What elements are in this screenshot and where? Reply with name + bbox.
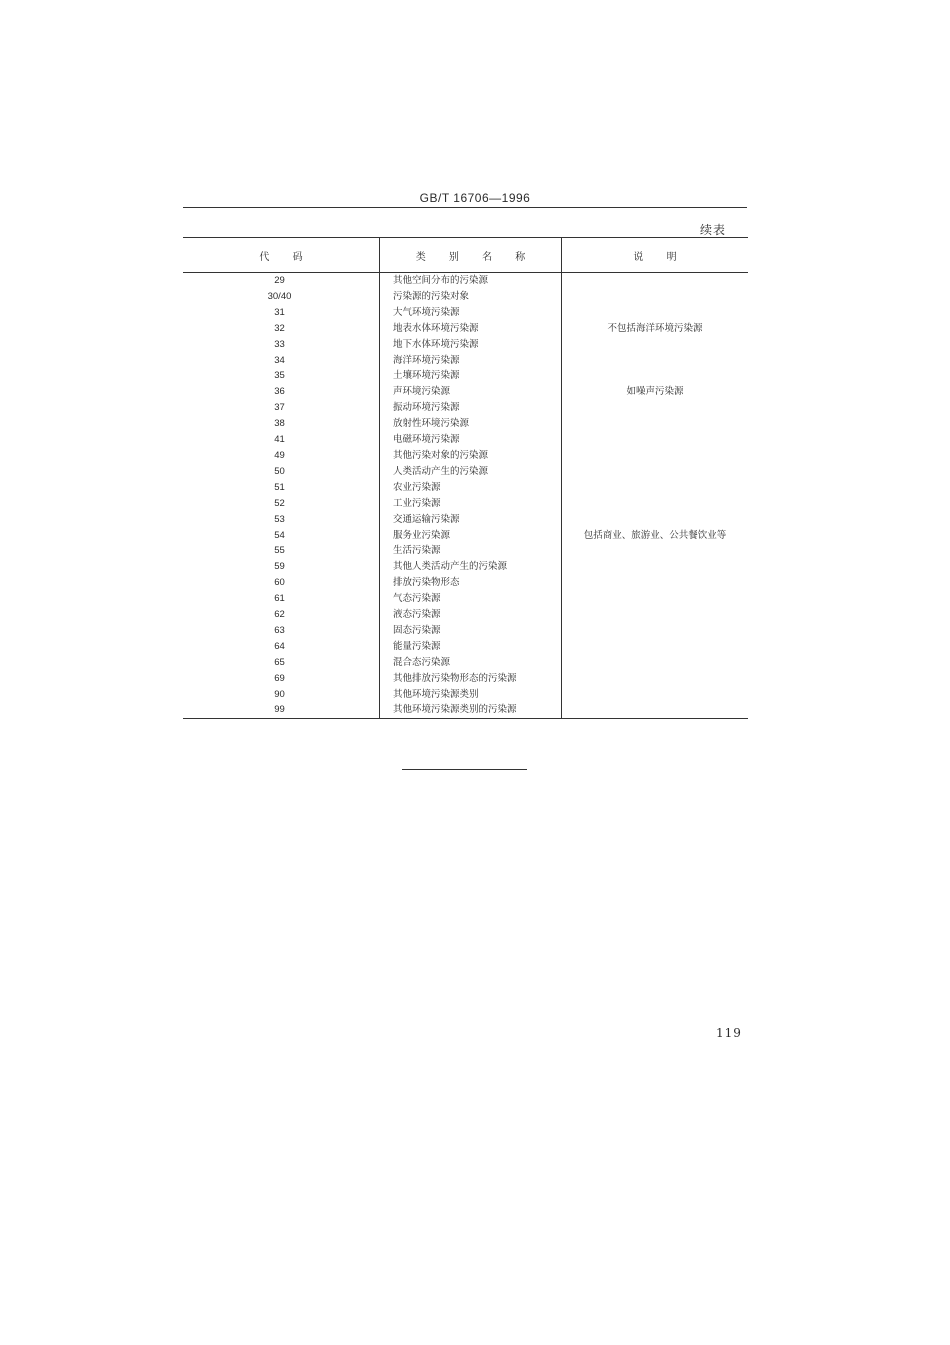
- row-category-name: 放射性环境污染源: [380, 416, 562, 432]
- table-row: [183, 607, 748, 623]
- row-note: [562, 305, 749, 321]
- row-category-name: 人类活动产生的污染源: [380, 464, 562, 480]
- table-row: [183, 655, 748, 671]
- row-code: 30/40: [183, 289, 380, 305]
- row-code: 34: [183, 353, 380, 369]
- row-code: 53: [183, 512, 380, 528]
- table-row: [183, 384, 748, 400]
- table-row: [183, 512, 748, 528]
- row-category-name: 声环境污染源: [380, 384, 562, 400]
- table-row: [183, 321, 748, 337]
- row-code: 38: [183, 416, 380, 432]
- row-note: [562, 273, 749, 289]
- row-note: 不包括海洋环境污染源: [607, 322, 703, 334]
- table-row: [183, 623, 748, 639]
- row-category-name: 其他环境污染源类别的污染源: [380, 702, 562, 718]
- table-row: [183, 591, 748, 607]
- row-category-name: 服务业污染源: [380, 528, 562, 544]
- row-note: [562, 400, 749, 416]
- row-category-name: 电磁环境污染源: [380, 432, 562, 448]
- row-code: 36: [183, 384, 380, 400]
- row-note: [562, 559, 749, 575]
- row-category-name: 交通运输污染源: [380, 512, 562, 528]
- standard-number-header: GB/T 16706—1996: [419, 191, 531, 205]
- row-note: [562, 607, 749, 623]
- row-code: 52: [183, 496, 380, 512]
- row-category-name: 污染源的污染对象: [380, 289, 562, 305]
- row-category-name: 其他污染对象的污染源: [380, 448, 562, 464]
- table-row: [183, 432, 748, 448]
- row-note: [562, 512, 749, 528]
- table-row: [183, 289, 748, 305]
- row-category-name: 其他空间分布的污染源: [380, 273, 562, 289]
- row-code: 33: [183, 337, 380, 353]
- table-row: [183, 671, 748, 687]
- row-category-name: 其他环境污染源类别: [380, 687, 562, 703]
- header-rule: [183, 207, 747, 208]
- table-row: [183, 273, 748, 289]
- row-code: 99: [183, 702, 380, 718]
- row-category-name: 生活污染源: [380, 543, 562, 559]
- row-code: 51: [183, 480, 380, 496]
- row-category-name: 液态污染源: [380, 607, 562, 623]
- row-code: 61: [183, 591, 380, 607]
- table-row: [183, 528, 748, 544]
- column-header-code: 代 码: [183, 238, 380, 273]
- row-note: [562, 543, 749, 559]
- table-row: [183, 353, 748, 369]
- row-category-name: 土壤环境污染源: [380, 368, 562, 384]
- row-code: 59: [183, 559, 380, 575]
- row-note: 包括商业、旅游业、公共餐饮业等: [583, 529, 727, 541]
- row-note: [562, 432, 749, 448]
- row-code: 63: [183, 623, 380, 639]
- row-code: 31: [183, 305, 380, 321]
- table-row: [183, 687, 748, 703]
- row-note: [562, 289, 749, 305]
- row-category-name: 排放污染物形态: [380, 575, 562, 591]
- row-category-name: 其他排放污染物形态的污染源: [380, 671, 562, 687]
- table-row: [183, 702, 748, 718]
- row-category-name: 气态污染源: [380, 591, 562, 607]
- row-note: [562, 496, 749, 512]
- row-category-name: 固态污染源: [380, 623, 562, 639]
- row-category-name: 能量污染源: [380, 639, 562, 655]
- table-row: [183, 416, 748, 432]
- row-note: [562, 353, 749, 369]
- row-code: 69: [183, 671, 380, 687]
- row-note: [562, 448, 749, 464]
- row-note: [562, 639, 749, 655]
- row-code: 64: [183, 639, 380, 655]
- table-row: [183, 559, 748, 575]
- row-code: 35: [183, 368, 380, 384]
- row-note: [562, 671, 749, 687]
- row-code: 49: [183, 448, 380, 464]
- table-row: [183, 464, 748, 480]
- page-number: 119: [716, 1026, 742, 1040]
- row-note: [562, 575, 749, 591]
- row-note: [562, 337, 749, 353]
- row-note: 如噪声污染源: [626, 386, 684, 398]
- table-body: [183, 273, 748, 719]
- row-code: 41: [183, 432, 380, 448]
- row-note: [562, 416, 749, 432]
- row-category-name: 工业污染源: [380, 496, 562, 512]
- row-note: [562, 655, 749, 671]
- row-code: 55: [183, 543, 380, 559]
- row-category-name: 大气环境污染源: [380, 305, 562, 321]
- row-code: 32: [183, 321, 380, 337]
- row-category-name: 振动环境污染源: [380, 400, 562, 416]
- row-category-name: 农业污染源: [380, 480, 562, 496]
- table-row: [183, 448, 748, 464]
- column-header-note: 说 明: [562, 238, 749, 273]
- continued-label: 续表: [700, 223, 727, 237]
- table-row: [183, 480, 748, 496]
- row-note: [562, 464, 749, 480]
- row-code: 50: [183, 464, 380, 480]
- table-row: [183, 368, 748, 384]
- row-code: 65: [183, 655, 380, 671]
- row-code: 60: [183, 575, 380, 591]
- row-code: 62: [183, 607, 380, 623]
- table-row: [183, 496, 748, 512]
- table-row: [183, 575, 748, 591]
- end-of-table-rule: [402, 769, 527, 770]
- table-header-row: [183, 238, 748, 273]
- column-header-category-name: 类 别 名 称: [380, 238, 562, 273]
- table-row: [183, 305, 748, 321]
- table-row: [183, 639, 748, 655]
- row-code: 90: [183, 687, 380, 703]
- row-note: [562, 687, 749, 703]
- row-note: [562, 702, 749, 718]
- row-category-name: 其他人类活动产生的污染源: [380, 559, 562, 575]
- row-code: 29: [183, 273, 380, 289]
- row-code: 37: [183, 400, 380, 416]
- row-category-name: 海洋环境污染源: [380, 353, 562, 369]
- table-row: [183, 337, 748, 353]
- table-row: [183, 543, 748, 559]
- row-code: 54: [183, 528, 380, 544]
- row-category-name: 混合态污染源: [380, 655, 562, 671]
- pollution-source-table: [183, 237, 746, 719]
- row-note: [562, 591, 749, 607]
- row-category-name: 地表水体环境污染源: [380, 321, 562, 337]
- table-row: [183, 400, 748, 416]
- row-category-name: 地下水体环境污染源: [380, 337, 562, 353]
- row-note: [562, 368, 749, 384]
- row-note: [562, 623, 749, 639]
- row-note: [562, 480, 749, 496]
